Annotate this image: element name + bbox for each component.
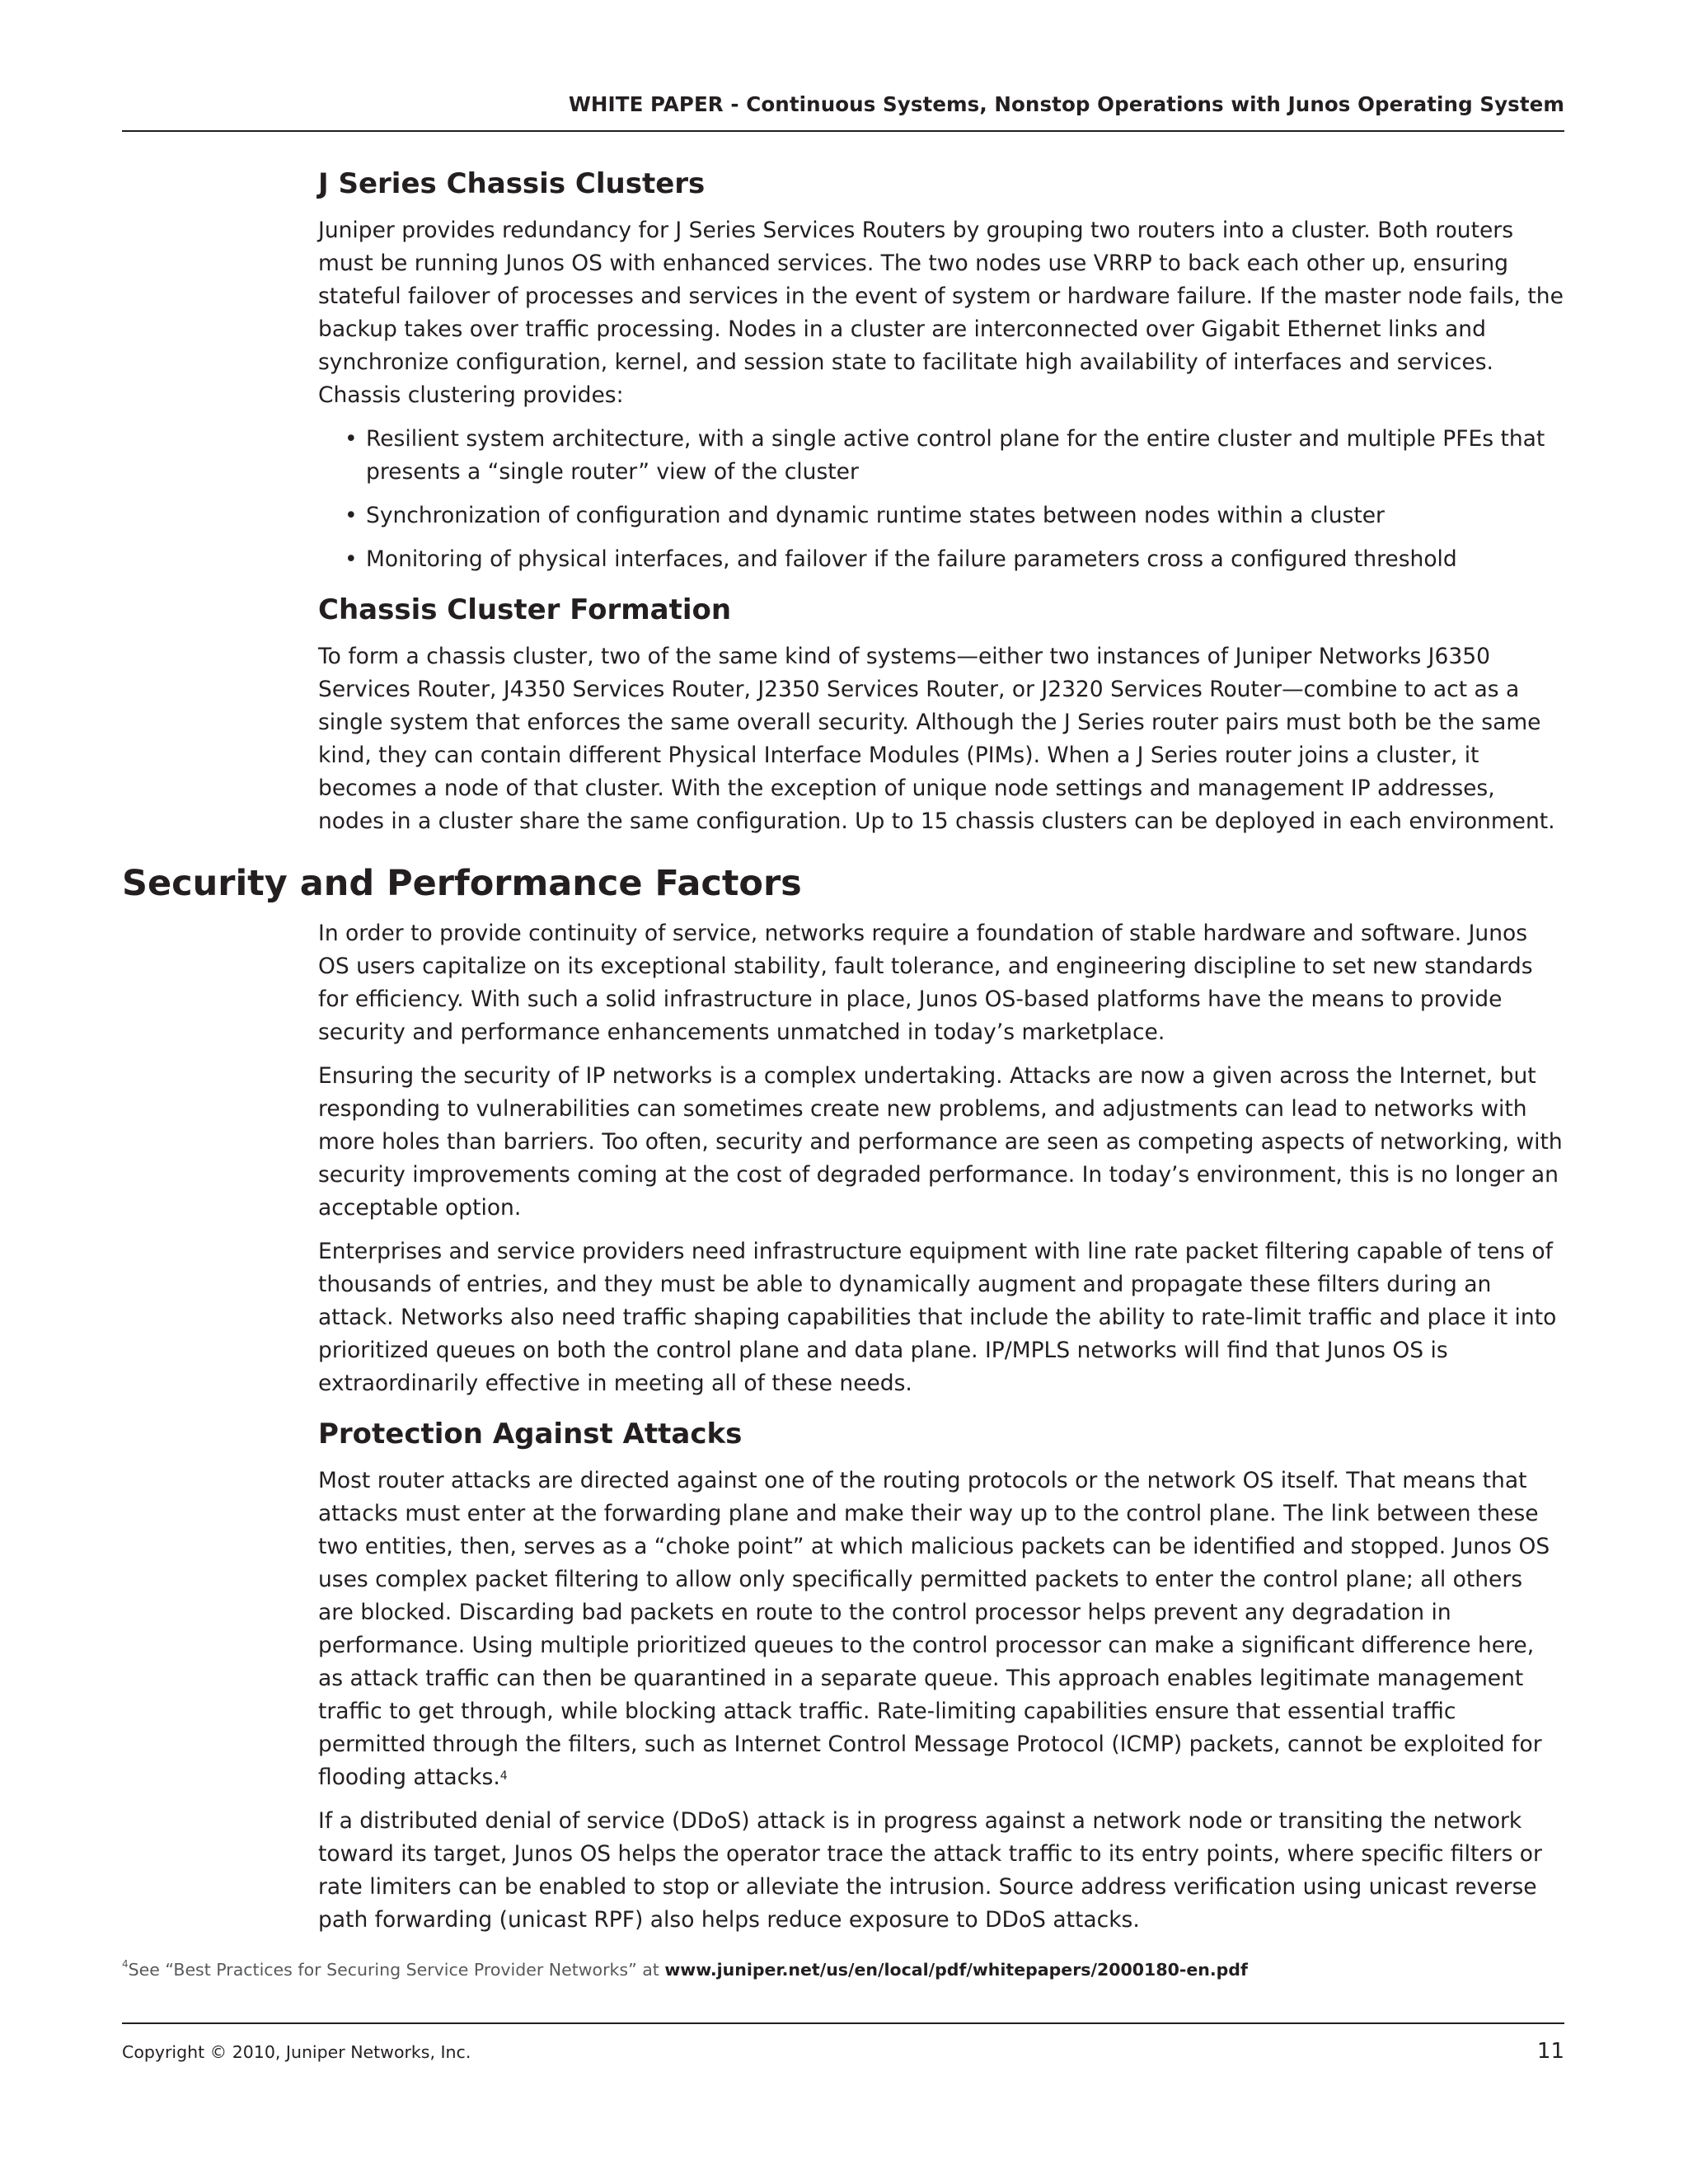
section-j-series bbox=[318, 163, 1564, 838]
section-security bbox=[318, 917, 1564, 1937]
page-header bbox=[122, 0, 1564, 132]
list-item: • Monitoring of physical interfaces, and failover if the failure parameters cross a configured threshold bbox=[366, 543, 1564, 576]
heading-security-performance: Security and Performance Factors bbox=[122, 863, 802, 904]
paragraph-security-2: Ensuring the security of IP networks is a complex undertaking. Attacks are now a given across the Internet, but responding to vulnerabilities can sometimes create new problems, and adjustments can lead to networks with more holes than barriers. Too often, security and performance are seen as competing aspects of networking, with security improvements coming at the cost of degraded performance. In today’s environment, this is no longer an acceptable option. bbox=[318, 1063, 1563, 1221]
paragraph-security-3: Enterprises and service providers need infrastructure equipment with line rate packet filtering capable of tens of thousands of entries, and they must be able to dynamically augment and propagate these filters during an attack. Networks also need traffic shaping capabilities that include the ability to rate-limit traffic and place it into prioritized queues on both the control plane and data plane. IP/MPLS networks will find that Junos OS is extraordinarily effective in meeting all of these needs. bbox=[318, 1239, 1557, 1396]
bullet-list-chassis-clustering bbox=[318, 423, 1564, 576]
page-footer bbox=[122, 2022, 1564, 2074]
footnote-text: See “Best Practices for Securing Service Provider Networks” at bbox=[128, 1960, 665, 1980]
paragraph-j-series-intro: Juniper provides redundancy for J Series Services Routers by grouping two routers into a cluster. Both routers must be running Junos OS with enhanced services. The two nodes use VRRP to back each other up, ensuring stateful failover of processes and services in the event of system or hardware failure. If the master node fails, the backup takes over traffic processing. Nodes in a cluster are interconnected over Gigabit Ethernet links and synchronize configuration, kernel, and session state to facilitate high availability of interfaces and services. Chassis clustering provides: bbox=[318, 218, 1564, 408]
page-number: 11 bbox=[1536, 2039, 1564, 2064]
paragraph-protection-2: If a distributed denial of service (DDoS) attack is in progress against a network node or transiting the network toward its target, Junos OS helps the operator trace the attack traffic to its entry points, where specific filters or rate limiters can be enabled to stop or alleviate the intrusion. Source address verification using unicast reverse path forwarding (unicast RPF) also helps reduce exposure to DDoS attacks. bbox=[318, 1808, 1542, 1933]
paragraph-formation: To form a chassis cluster, two of the same kind of systems—either two instances of Juniper Networks J6350 Services Router, J4350 Services Router, J2350 Services Router, or J2320 Services Router—combine to act as a single system that enforces the same overall security. Although the J Series router pairs must both be the same kind, they can contain different Physical Interface Modules (PIMs). When a J Series router joins a cluster, it becomes a node of that cluster. With the exception of unique node settings and management IP addresses, nodes in a cluster share the same configuration. Up to 15 chassis clusters can be deployed in each environment. bbox=[318, 644, 1555, 834]
paragraph-security-1: In order to provide continuity of service, networks require a foundation of stable hardware and software. Junos OS users capitalize on its exceptional stability, fault tolerance, and engineering discipline to set new standards for efficiency. With such a solid infrastructure in place, Junos OS-based platforms have the means to provide security and performance enhancements unmatched in today’s marketplace. bbox=[318, 921, 1533, 1045]
footnote-number: 4 bbox=[122, 1958, 129, 1970]
page-content bbox=[122, 163, 1564, 1947]
list-item: • Synchronization of configuration and dynamic runtime states between nodes within a cluster bbox=[366, 499, 1564, 532]
copyright-text: Copyright © 2010, Juniper Networks, Inc. bbox=[122, 2042, 471, 2062]
heading-j-series-chassis-clusters: J Series Chassis Clusters bbox=[318, 167, 706, 200]
header-title: WHITE PAPER - Continuous Systems, Nonstop Operations with Junos Operating System bbox=[568, 92, 1564, 116]
heading-chassis-cluster-formation: Chassis Cluster Formation bbox=[318, 593, 732, 626]
footnote-link[interactable]: www.juniper.net/us/en/local/pdf/whitepapers/2000180-en.pdf bbox=[664, 1960, 1248, 1980]
list-item: • Resilient system architecture, with a single active control plane for the entire cluster and multiple PFEs that presents a “single router” view of the cluster bbox=[366, 423, 1564, 489]
footnote bbox=[122, 1960, 1248, 1980]
footnote-reference[interactable]: 4 bbox=[499, 1769, 508, 1783]
heading-protection-against-attacks: Protection Against Attacks bbox=[318, 1418, 743, 1451]
paragraph-protection-1 bbox=[318, 1465, 1564, 1794]
paragraph-protection-1-text: Most router attacks are directed against one of the routing protocols or the network OS itself. That means that attacks must enter at the forwarding plane and make their way up to the control plane. The link between these two entities, then, serves as a “choke point” at which malicious packets can be identified and stopped. Junos OS uses complex packet filtering to allow only specifically permitted packets to enter the control plane; all others are blocked. Discarding bad packets en route to the control processor helps prevent any degradation in performance. Using multiple prioritized queues to the control processor can make a significant difference here, as attack traffic can then be quarantined in a separate queue. This approach enables legitimate management traffic to get through, while blocking attack traffic. Rate-limiting capabilities ensure that essential traffic permitted through the filters, such as Internet Control Message Protocol (ICMP) packets, cannot be exploited for flooding attacks. bbox=[318, 1468, 1550, 1790]
